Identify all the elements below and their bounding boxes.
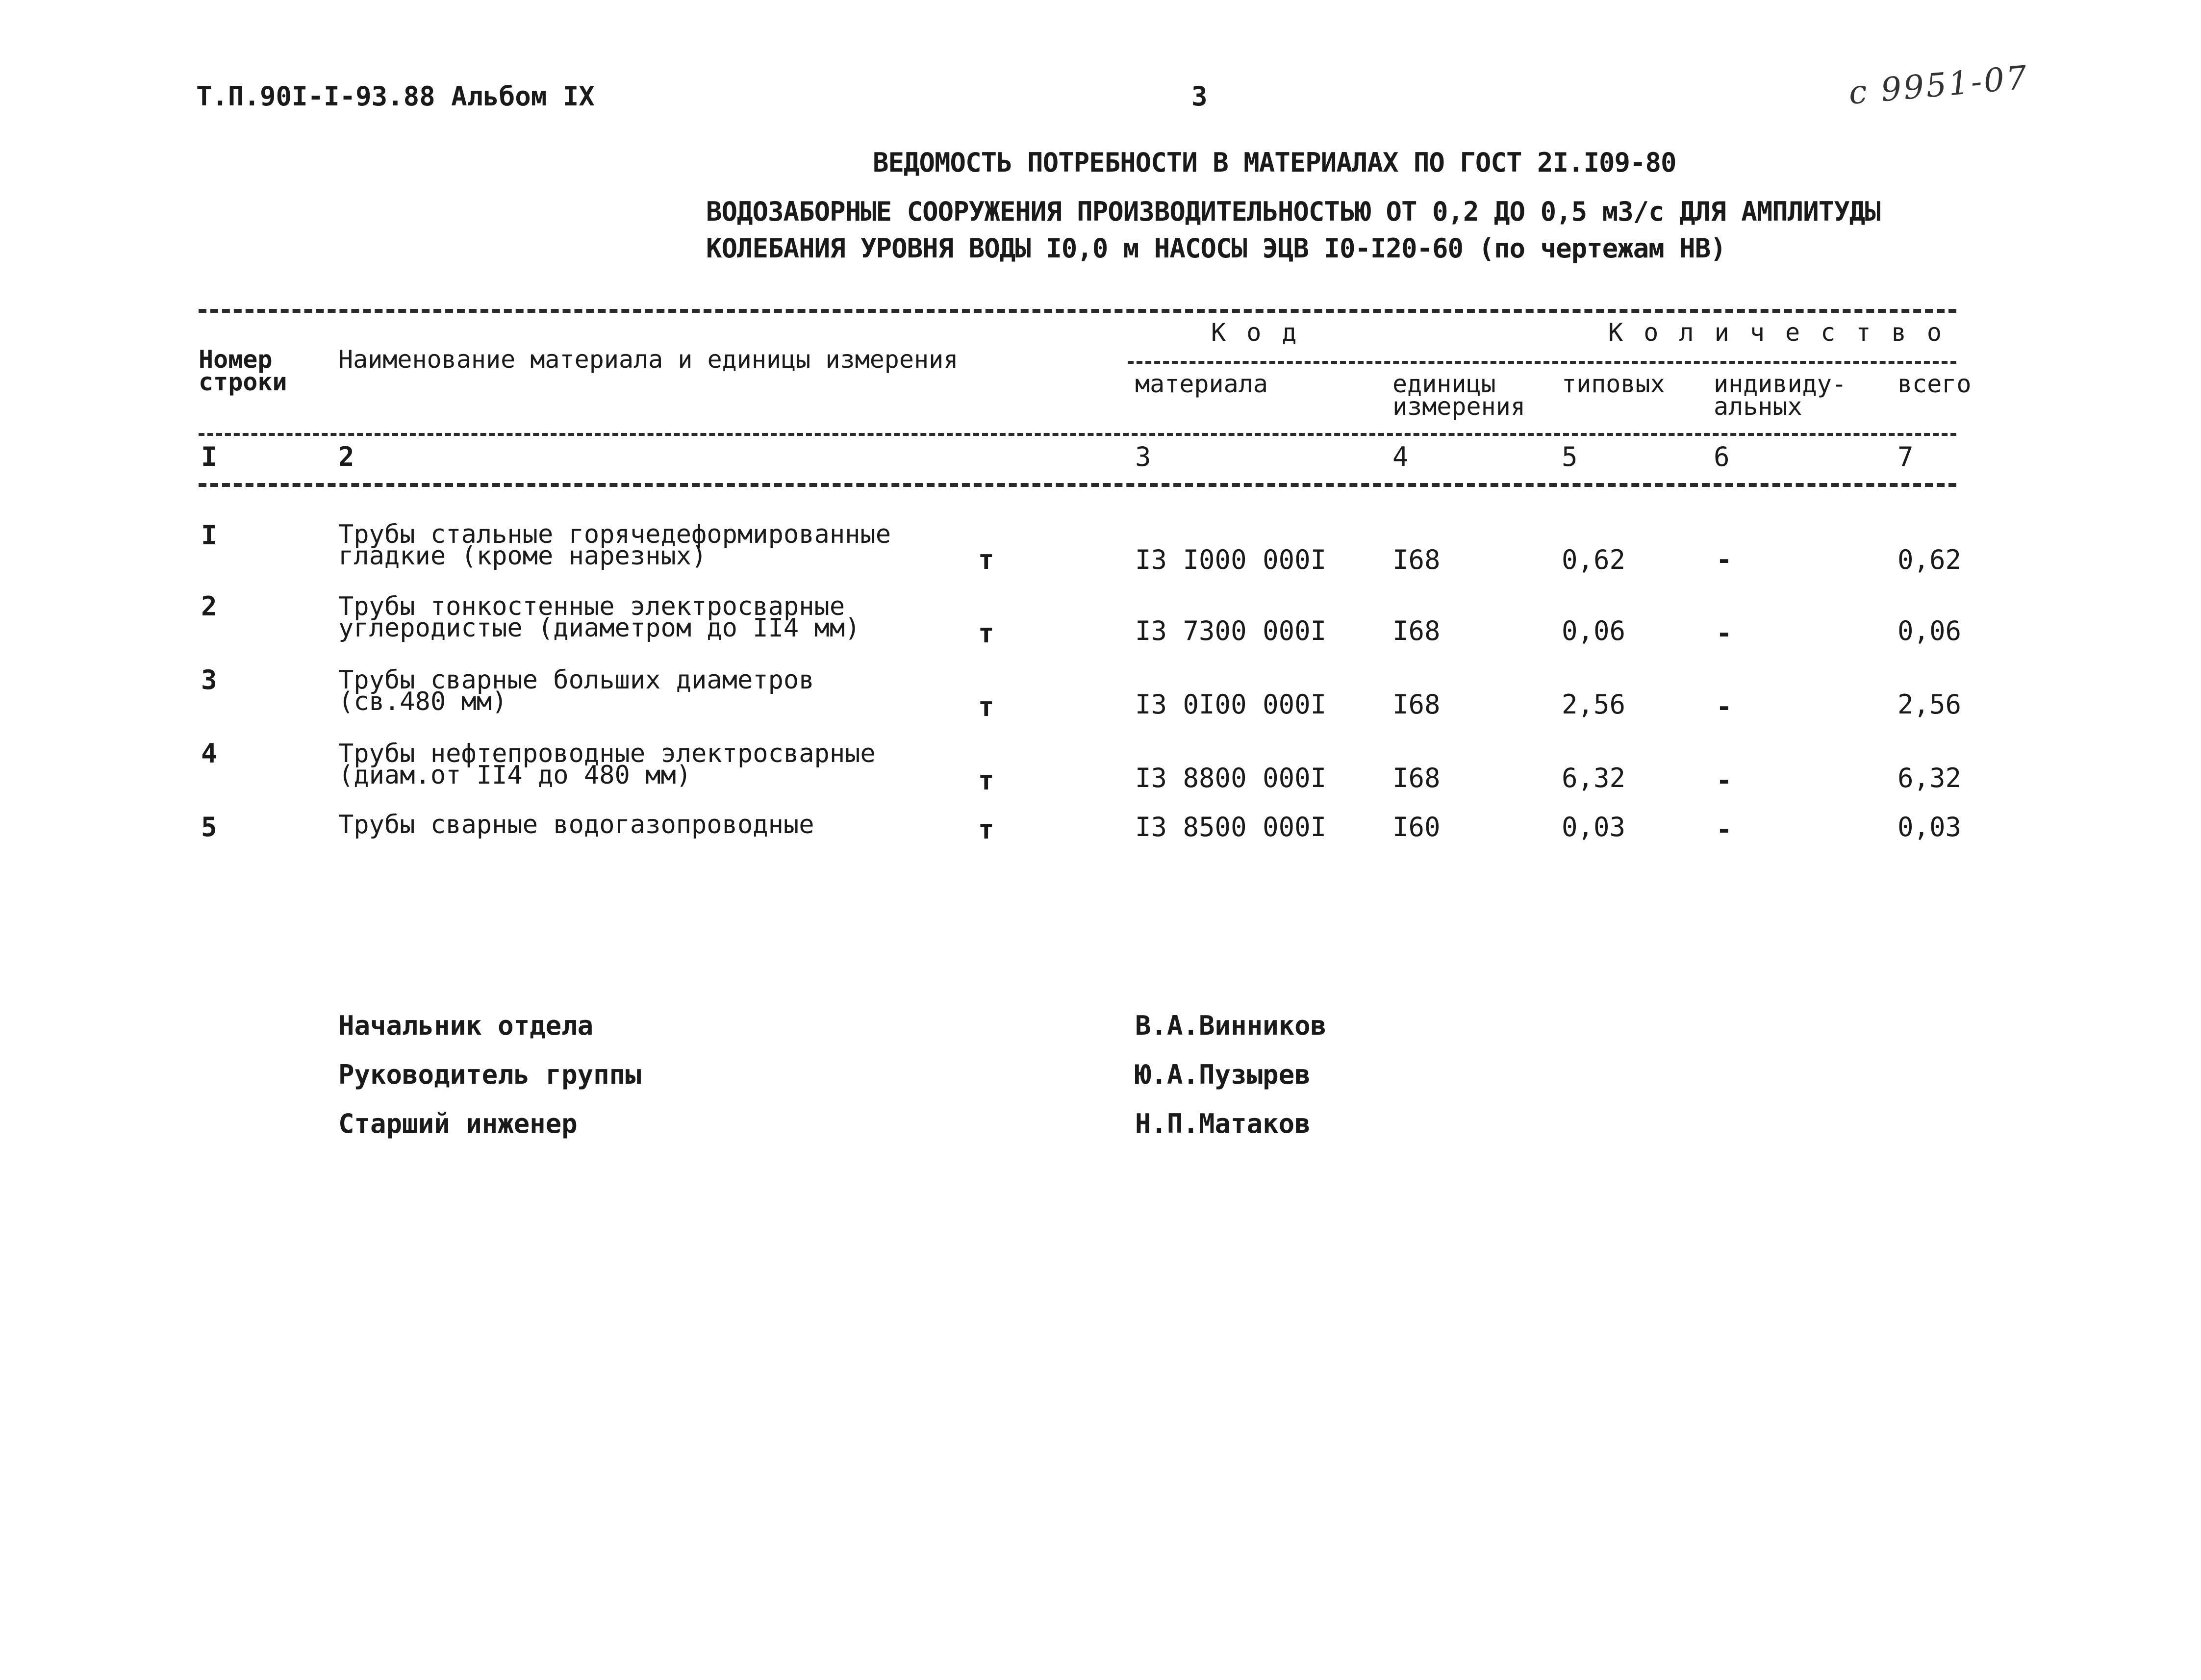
header-bottom-rule — [199, 433, 1956, 436]
column-numbers-rule — [199, 483, 1956, 487]
total-quantity: 0,06 — [1897, 615, 1962, 646]
material-code: I3 I000 000I — [1135, 544, 1327, 575]
individual-quantity: - — [1716, 618, 1732, 649]
column-number-6: 6 — [1714, 441, 1730, 472]
header-row-number: Номер строки — [199, 345, 287, 396]
material-code: I3 7300 000I — [1135, 615, 1327, 646]
signature-role: Руководитель группы — [338, 1059, 641, 1090]
unit-code: I68 — [1392, 615, 1441, 646]
typical-quantity: 0,03 — [1562, 812, 1626, 842]
table-top-rule — [199, 309, 1956, 313]
document-title: ВЕДОМОСТЬ ПОТРЕБНОСТИ В МАТЕРИАЛАХ ПО ГОСТ 2I.I09-80 — [873, 147, 1676, 178]
row-number: 3 — [201, 664, 217, 695]
unit-code: I68 — [1392, 544, 1441, 575]
total-quantity: 2,56 — [1897, 689, 1962, 720]
page-number: 3 — [1191, 81, 1208, 112]
signature-name: Н.П.Матаков — [1135, 1108, 1311, 1139]
typical-quantity: 6,32 — [1562, 763, 1626, 793]
typical-quantity: 2,56 — [1562, 689, 1626, 720]
handwritten-mark: с 9951-07 — [1847, 58, 2030, 112]
material-name: Трубы нефтепроводные электросварные (диам.от II4 до 480 мм) — [338, 739, 876, 790]
material-name: Трубы тонкостенные электросварные углеродистые (диаметром до II4 мм) — [338, 592, 860, 643]
material-code: I3 8500 000I — [1135, 812, 1327, 842]
header-individual: индивиду- альных — [1714, 370, 1847, 421]
row-number: I — [201, 520, 217, 551]
total-quantity: 6,32 — [1897, 763, 1962, 793]
signature-role: Начальник отдела — [338, 1010, 594, 1041]
column-number-1: I — [201, 441, 217, 472]
column-number-3: 3 — [1135, 441, 1151, 472]
individual-quantity: - — [1716, 691, 1732, 722]
material-code: I3 8800 000I — [1135, 763, 1327, 793]
row-number: 2 — [201, 591, 217, 622]
document-subtitle-line2: КОЛЕБАНИЯ УРОВНЯ ВОДЫ I0,0 м НАСОСЫ ЭЦВ I0-I20-60 (по чертежам НВ) — [706, 233, 1726, 264]
measure-unit: т — [978, 765, 994, 796]
document-subtitle-line1: ВОДОЗАБОРНЫЕ СООРУЖЕНИЯ ПРОИЗВОДИТЕЛЬНОСТЬЮ ОТ 0,2 ДО 0,5 м3/с ДЛЯ АМПЛИТУДЫ — [706, 196, 1880, 227]
typical-quantity: 0,06 — [1562, 615, 1626, 646]
individual-quantity: - — [1716, 544, 1732, 575]
document-code: Т.П.90I-I-93.88 Альбом IX — [196, 81, 595, 112]
measure-unit: т — [978, 691, 994, 722]
header-typical: типовых — [1562, 370, 1665, 398]
total-quantity: 0,03 — [1897, 812, 1962, 842]
material-code: I3 0I00 000I — [1135, 689, 1327, 720]
measure-unit: т — [978, 544, 994, 575]
column-number-5: 5 — [1562, 441, 1578, 472]
header-unit-code: единицы измерения — [1392, 370, 1525, 421]
header-quantity-group: К о л и ч е с т в о — [1608, 318, 1945, 347]
unit-code: I60 — [1392, 812, 1441, 842]
signature-name: В.А.Винников — [1135, 1010, 1327, 1041]
material-name: Трубы сварные больших диаметров (св.480 мм) — [338, 665, 814, 716]
material-name: Трубы сварные водогазопроводные — [338, 810, 814, 840]
unit-code: I68 — [1392, 689, 1441, 720]
code-quantity-subrule — [1128, 361, 1956, 364]
total-quantity: 0,62 — [1897, 544, 1962, 575]
column-number-4: 4 — [1392, 441, 1409, 472]
typical-quantity: 0,62 — [1562, 544, 1626, 575]
signature-role: Старший инженер — [338, 1108, 578, 1139]
row-number: 4 — [201, 738, 217, 769]
individual-quantity: - — [1716, 814, 1732, 845]
material-name: Трубы стальные горячедеформированные гладкие (кроме нарезных) — [338, 520, 891, 571]
individual-quantity: - — [1716, 765, 1732, 796]
measure-unit: т — [978, 618, 994, 649]
header-material-name: Наименование материала и единицы измерения — [338, 345, 959, 374]
row-number: 5 — [201, 812, 217, 842]
signature-name: Ю.А.Пузырев — [1135, 1059, 1311, 1090]
measure-unit: т — [978, 814, 994, 845]
header-material-code: материала — [1135, 370, 1268, 398]
column-number-2: 2 — [338, 441, 354, 472]
unit-code: I68 — [1392, 763, 1441, 793]
column-number-7: 7 — [1897, 441, 1914, 472]
header-code-group: К о д — [1211, 318, 1300, 347]
header-total: всего — [1897, 370, 1972, 398]
